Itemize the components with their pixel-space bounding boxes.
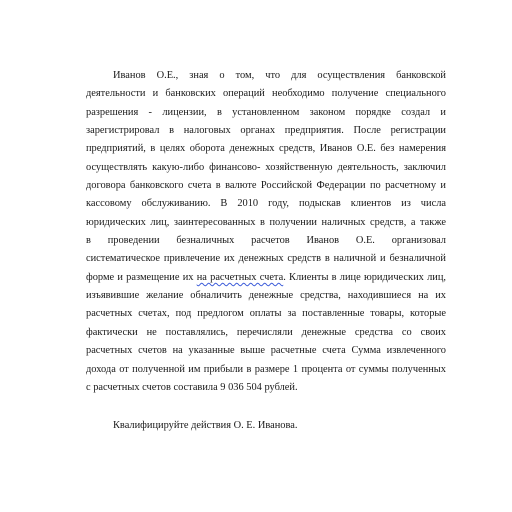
- paragraph-line: расчетных счетов на указанные выше расчетные счета Сумма извлеченного: [86, 345, 446, 357]
- paragraph-line: разрешения - лицензии, в установленном законом порядке создал и: [86, 106, 446, 118]
- paragraph-line: предприятий, в целях оборота денежных средств, Иванов О.Е. без намерения: [86, 143, 446, 155]
- paragraph-line: Иванов О.Е., зная о том, что для осуществления банковской: [113, 70, 446, 81]
- paragraph-line: в проведении безналичных расчетов Иванов О.Е. организовал: [86, 235, 446, 247]
- paragraph-line: дохода от полученной им прибыли в размере 1 процента от суммы полученных: [86, 363, 446, 375]
- line-text-after: . Клиенты в лице юридических лиц,: [283, 271, 446, 283]
- paragraph-line: фактически не поставлялись, перечисляли денежные средства со своих: [86, 326, 446, 338]
- paragraph-line: юридических лиц, заинтересованных в получении наличных средств, а также: [86, 216, 446, 228]
- paragraph-line: осуществлять какую-либо финансово- хозяйственную деятельность, заключил: [86, 161, 446, 173]
- spellcheck-underlined-text[interactable]: на расчетных счета: [196, 271, 284, 283]
- paragraph-line-last: с расчетных счетов составила 9 036 504 рублей.: [86, 381, 298, 393]
- paragraph-line: деятельности и банковских операций необходимо получение специального: [86, 88, 446, 100]
- line-text-before: форме и размещение их: [86, 271, 197, 283]
- paragraph-line: договора банковского счета в валюте Российской Федерации по расчетному и: [86, 180, 446, 192]
- paragraph-line: зарегистрировал в налоговых органах предприятия. После регистрации: [86, 125, 446, 137]
- case-paragraph: [86, 67, 446, 397]
- paragraph-line: изъявившие желание обналичить денежные средства, находившиеся на их: [86, 290, 446, 302]
- paragraph-line: систематическое привлечение их денежных средств в наличной и безналичной: [86, 253, 446, 265]
- paragraph-line-with-spellcheck: [86, 269, 446, 287]
- question-line: Квалифицируйте действия О. Е. Иванова.: [113, 420, 298, 431]
- paragraph-line: расчетных счетах, под предлогом оплаты за поставленные товары, которые: [86, 308, 446, 320]
- paragraph-line: кассовому обслуживанию. В 2010 году, подыскав клиентов из числа: [86, 198, 446, 210]
